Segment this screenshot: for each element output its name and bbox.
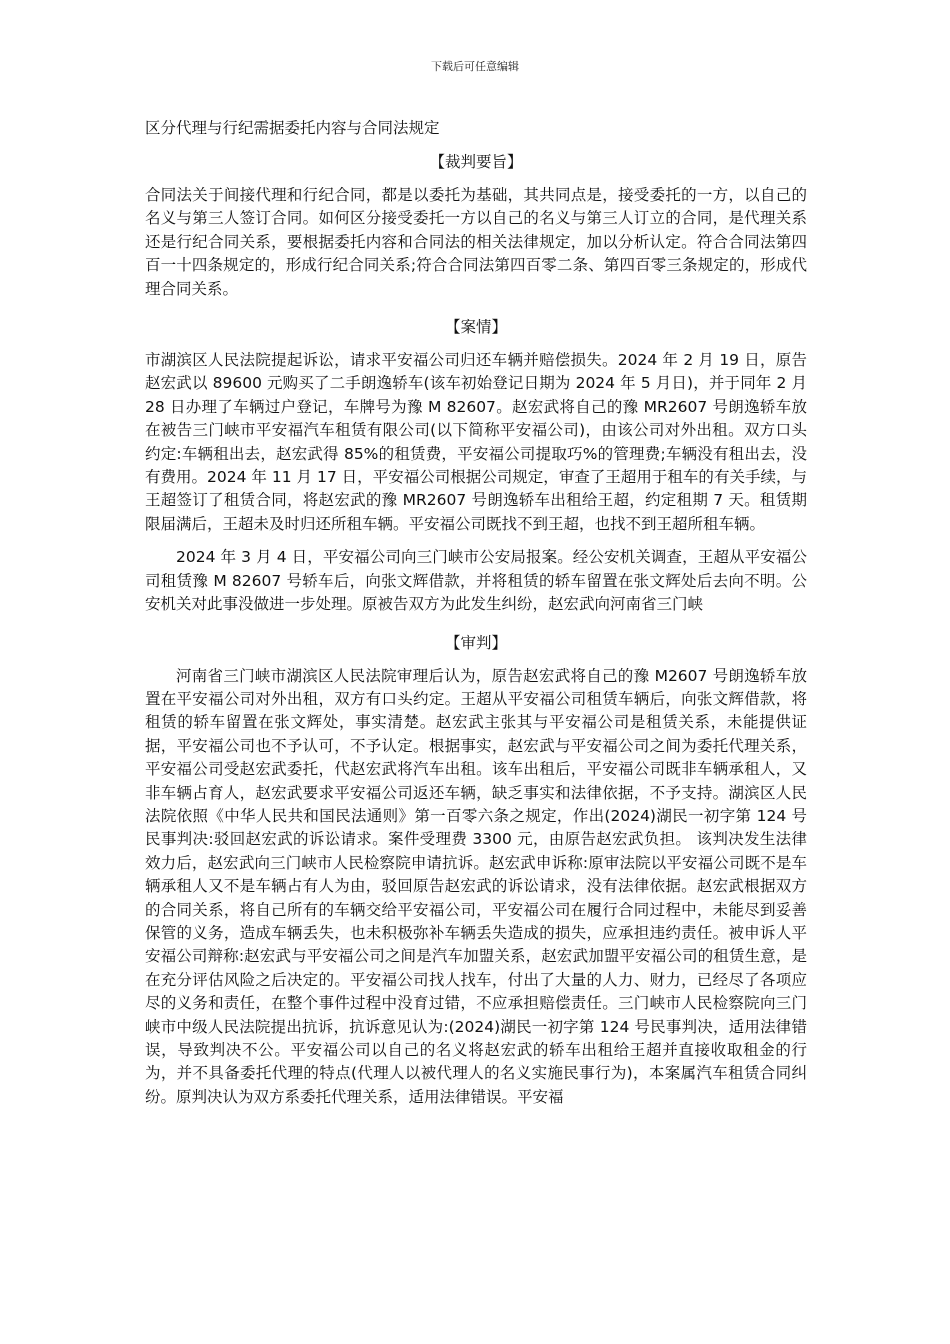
section-heading: 【案情】 — [444, 318, 507, 337]
section-heading: 【审判】 — [444, 633, 507, 652]
document-body — [145, 116, 807, 1119]
section-case-facts — [145, 315, 807, 616]
paragraph: 2024 年 3 月 4 日，平安福公司向三门峡市公安局报案。经公安机关调查，王超从平安福公司租赁豫 M 82607 号轿车后，向张文辉借款，并将租赁的轿车留置在张文辉处后去向不明。公安机关对此事没做进一步处理。原被告双方为此发生纠纷，赵宏武向河南省三门峡 — [145, 548, 807, 614]
paragraph: 合同法关于间接代理和行纪合同，都是以委托为基础，其共同点是，接受委托的一方，以自己的名义与第三人签订合同。如何区分接受委托一方以自己的名义与第三人订立的合同，是代理关系还是行纪合同关系，要根据委托内容和合同法的相关法律规定，加以分析认定。符合合同法第四百一十四条规定的，形成行纪合同关系;符合合同法第四百零二条、第四百零三条规定的，形成代理合同关系。 — [145, 186, 807, 298]
section-trial — [145, 631, 807, 1110]
section-heading: 【裁判要旨】 — [429, 153, 523, 171]
document-title: 区分代理与行纪需据委托内容与合同法规定 — [145, 119, 440, 137]
paragraph: 市湖滨区人民法院提起诉讼，请求平安福公司归还车辆并赔偿损失。2024 年 2 月 19 日，原告赵宏武以 89600 元购买了二手朗逸轿车(该车初始登记日期为 2024 年 5 月日)，并于同年 2 月 28 日办理了车辆过户登记，车牌号为豫 M 82607。赵宏武将自己的豫 MR2607 号朗逸轿车放在被告三门峡市平安福汽车租赁有限公司(以下简称平安福公司)，由该公司对外出租。双方口头约定:车辆租出去，赵宏武得 85%的租赁费，平安福公司提取巧%的管理费;车辆没有租出去，没有费用。2024 年 11 月 17 日，平安福公司根据公司规定，审查了王超用于租车的有关手续，与王超签订了租赁合同，将赵宏武的豫 MR2607 号朗逸轿车出租给王超，约定租期 7 天。租赁期限届满后，王超未及时归还所租车辆。平安福公司既找不到王超，也找不到王超所租车辆。 — [145, 351, 807, 533]
paragraph: 河南省三门峡市湖滨区人民法院审理后认为，原告赵宏武将自己的豫 M2607 号朗逸轿车放置在平安福公司对外出租，双方有口头约定。王超从平安福公司租赁车辆后，向张文辉借款，将租赁的轿车留置在张文辉处，事实清楚。赵宏武主张其与平安福公司是租赁关系，未能提供证据，平安福公司也不予认可，不予认定。根据事实，赵宏武与平安福公司之间为委托代理关系，平安福公司受赵宏武委托，代赵宏武将汽车出租。该车出租后，平安福公司既非车辆承租人，又非车辆占育人，赵宏武要求平安福公司返还车辆，缺乏事实和法律依据，不予支持。湖滨区人民法院依照《中华人民共和国民法通则》第一百零六条之规定，作出(2024)湖民一初字第 124 号民事判决:驳回赵宏武的诉讼请求。案件受理费 3300 元，由原告赵宏武负担。 该判决发生法律效力后，赵宏武向三门峡市人民检察院申请抗诉。赵宏武申诉称:原审法院以平安福公司既不是车辆承租人又不是车辆占有人为由，驳回原告赵宏武的诉讼请求，没有法律依据。赵宏武根据双方的合同关系，将自己所有的车辆交给平安福公司，平安福公司在履行合同过程中，未能尽到妥善保管的义务，造成车辆丢失，也未积极弥补车辆丢失造成的损失，应承担违约责任。被申诉人平安福公司辩称:赵宏武与平安福公司之间是汽车加盟关系，赵宏武加盟平安福公司的租赁生意，是在充分评估风险之后决定的。平安福公司找人找车，付出了大量的人力、财力，已经尽了各项应尽的义务和责任，在整个事件过程中没育过错，不应承担赔偿责任。三门峡市人民检察院向三门峡市中级人民法院提出抗诉，抗诉意见认为:(2024)湖民一初字第 124 号民事判决，适用法律错误，导致判决不公。平安福公司以自己的名义将赵宏武的轿车出租给王超并直接收取租金的行为，并不具备委托代理的特点(代理人以被代理人的名义实施民事行为)，本案属汽车租赁合同纠纷。原判决认为双方系委托代理关系，适用法律错误。平安福 — [145, 666, 807, 1106]
section-ruling-gist — [145, 150, 807, 301]
header-note: 下载后可任意编辑 — [431, 60, 519, 73]
